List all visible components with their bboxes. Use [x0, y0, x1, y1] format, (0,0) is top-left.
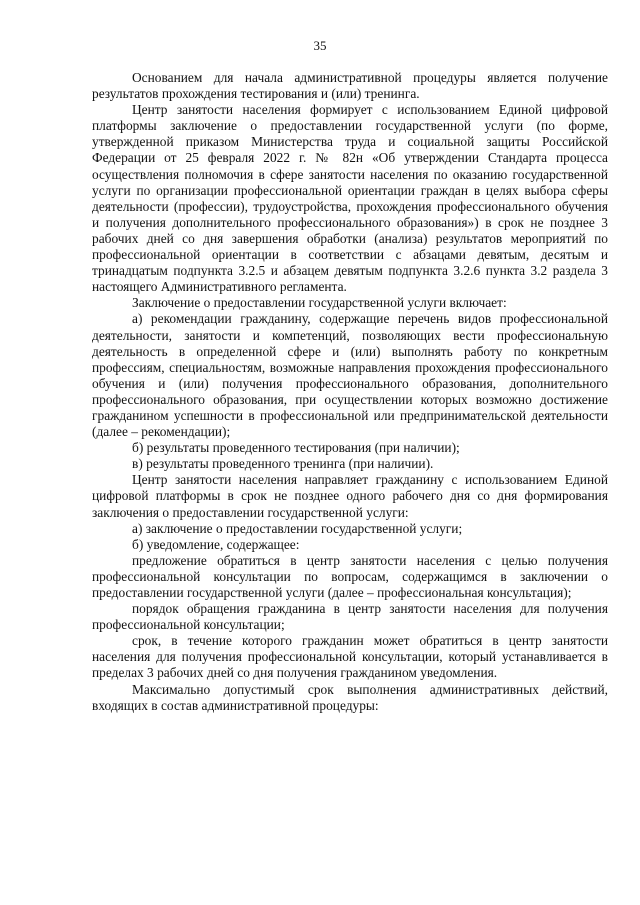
- paragraph: а) рекомендации гражданину, содержащие перечень видов профессиональной деятельности, занятости и компетенций, позволяющих вести профессиональную деятельность в определенной сфере и (или) выполнять работу по конкретным профессиям, специальностям, возможные направления прохождения профессионального обучения и (или) получения профессионального образования, дополнительного профессионального образования, при осуществлении которых возможно достижение гражданином успешности в профессиональной или предпринимательской деятельности (далее – рекомендации);: [92, 311, 608, 440]
- paragraph: срок, в течение которого гражданин может обратиться в центр занятости населения для получения профессиональной консультации, который устанавливается в пределах 3 рабочих дней со дня получения гражданином уведомления.: [92, 633, 608, 681]
- paragraph: Основанием для начала административной процедуры является получение результатов прохождения тестирования и (или) тренинга.: [92, 70, 608, 102]
- paragraph: Центр занятости населения направляет гражданину с использованием Единой цифровой платформы в срок не позднее одного рабочего дня со дня формирования заключения о предоставлении государственной услуги:: [92, 472, 608, 520]
- paragraph: б) уведомление, содержащее:: [132, 536, 300, 552]
- paragraph: в) результаты проведенного тренинга (при наличии).: [132, 456, 434, 472]
- document-body: [92, 70, 608, 714]
- paragraph: предложение обратиться в центр занятости населения с целью получения профессиональной консультации по вопросам, содержащимся в заключении о предоставлении государственной услуги (далее – профессиональная консультация);: [92, 552, 608, 600]
- paragraph: Максимально допустимый срок выполнения административных действий, входящих в состав административной процедуры:: [92, 681, 608, 713]
- paragraph: б) результаты проведенного тестирования (при наличии);: [132, 440, 460, 456]
- page-number: 35: [313, 38, 327, 53]
- paragraph: Заключение о предоставлении государственной услуги включает:: [132, 295, 507, 311]
- paragraph: порядок обращения гражданина в центр занятости населения для получения профессиональной консультации;: [92, 601, 608, 633]
- paragraph: Центр занятости населения формирует с использованием Единой цифровой платформы заключение о предоставлении государственной услуги (по форме, утвержденной приказом Министерства труда и социальной защиты Российской Федерации от 25 февраля 2022 г. № 82н «Об утверждении Стандарта процесса осуществления полномочия в сфере занятости населения по оказанию государственной услуги по организации профессиональной ориентации граждан в целях выбора сферы деятельности (профессии), трудоустройства, прохождения профессионального обучения и получения дополнительного профессионального образования») в срок не позднее 3 рабочих дней со дня завершения обработки (анализа) результатов мероприятий по профессиональной ориентации в соответствии с абзацами девятым, десятым и тринадцатым подпункта 3.2.5 и абзацем девятым подпункта 3.2.6 пункта 3.2 раздела 3 настоящего Административного регламента.: [92, 102, 608, 295]
- paragraph: а) заключение о предоставлении государственной услуги;: [132, 520, 463, 536]
